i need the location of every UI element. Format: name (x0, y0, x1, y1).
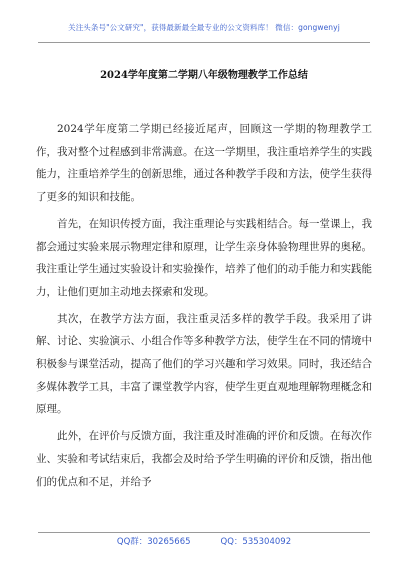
paragraph-2: 首先，在知识传授方面，我注重理论与实践相结合。每一堂课上，我都会通过实验来展示物理定律和原理，让学生亲身体验物理世界的奥秘。我注重让学生通过实验设计和实验操作，培养了他们的动手能力和实践能力，让他们更加主动地去探索和发现。 (36, 217, 372, 298)
paragraph-4: 此外，在评价与反馈方面，我注重及时准确的评价和反馈。在每次作业、实验和考试结束后，我都会及时给予学生明确的评价和反馈，指出他们的优点和不足，并给予 (36, 430, 372, 488)
qq-number-text: QQ：535304092 (220, 537, 292, 547)
header-divider (38, 42, 370, 43)
qq-group-text: QQ群：30265665 (116, 537, 191, 547)
footer-contact (0, 535, 408, 547)
paragraph-3: 其次，在教学方法方面，我注重灵活多样的教学手段。我采用了讲解、讨论、实验演示、小组合作等多种教学方法，使学生在不同的情境中积极参与课堂活动，提高了他们的学习兴趣和学习效果。同时，我还结合多媒体教学工具，丰富了课堂教学内容，使学生更直观地理解物理概念和原理。 (36, 312, 372, 416)
paragraph-1: 2024学年度第二学期已经接近尾声，回顾这一学期的物理教学工作，我对整个过程感到非常满意。在这一学期里，我注重培养学生的实践能力，注重培养学生的创新思维，通过各种教学手段和方法，使学生获得了更多的知识和技能。 (36, 123, 372, 204)
document-title: 2024学年度第二学期八年级物理教学工作总结 (100, 70, 308, 81)
document-body (36, 118, 372, 497)
header-banner: 关注头条号"公文研究"，获得最新最全最专业的公文资料库！ 微信：gongwenyj (68, 23, 340, 32)
footer-divider (38, 532, 370, 533)
